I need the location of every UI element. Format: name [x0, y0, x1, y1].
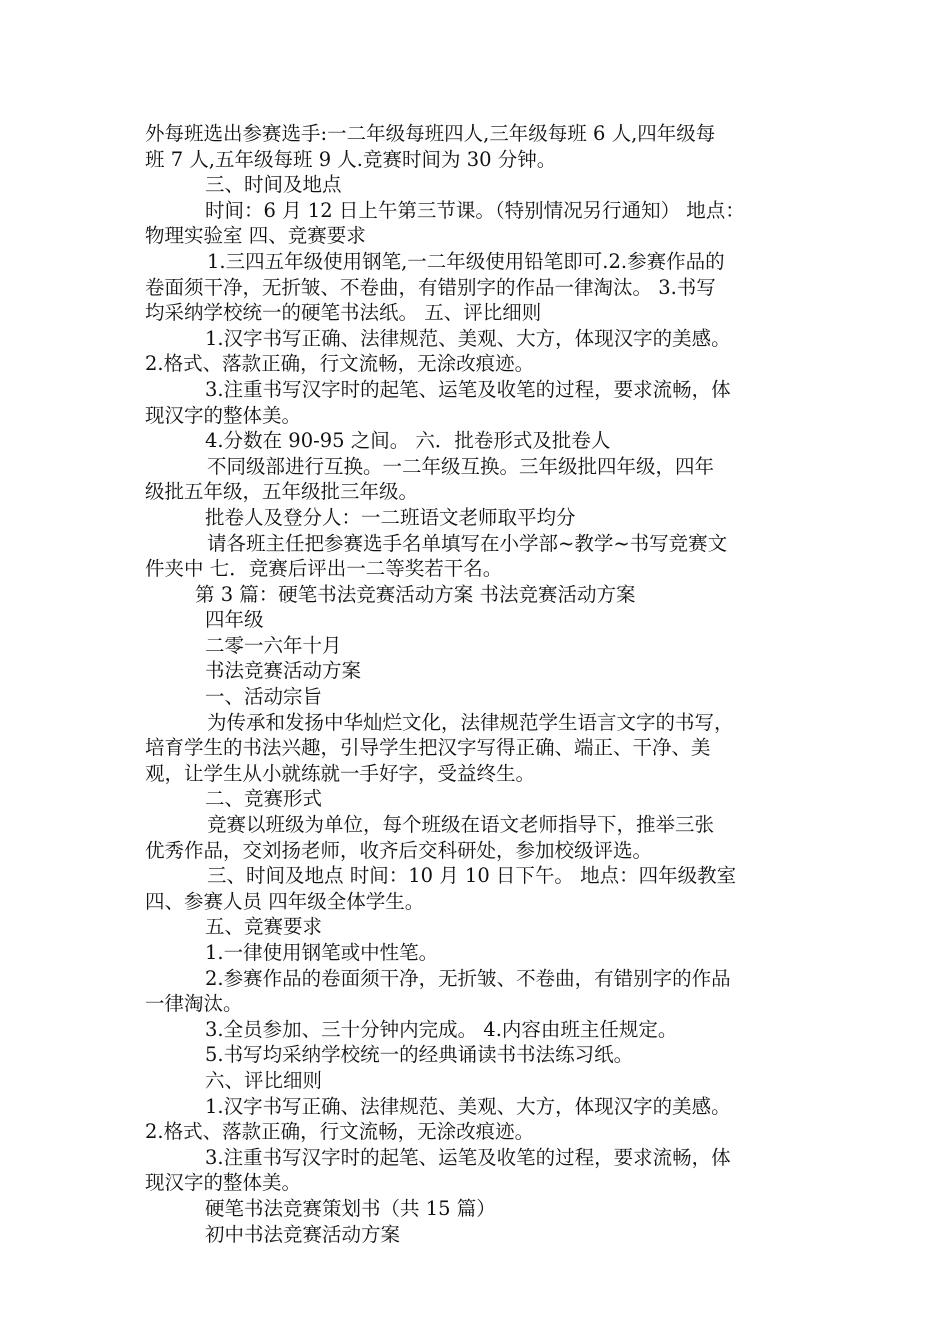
text-line: 3.全员参加、三十分钟内完成。 4.内容由班主任规定。 [205, 1017, 678, 1041]
text-line: 5.书写均采纳学校统一的经典诵读书书法练习纸。 [205, 1043, 634, 1067]
text-line: 二零一六年十月 [205, 633, 342, 657]
text-line: 2.格式、落款正确，行文流畅，无涂改痕迹。 [145, 1120, 535, 1144]
text-line: 2.格式、落款正确，行文流畅，无涂改痕迹。 [145, 352, 535, 376]
text-line: 观，让学生从小就练就一手好字，受益终生。 [145, 761, 536, 785]
text-line: 1.一律使用钢笔或中性笔。 [205, 941, 439, 964]
text-line: 硬笔书法竞赛策划书（共 15 篇） [205, 1196, 496, 1220]
text-line: 一律淘汰。 [145, 992, 243, 1016]
text-line: 2.参赛作品的卷面须干净，无折皱、不卷曲，有错别字的作品 [205, 966, 731, 990]
text-line: 不同级部进行互换。一二年级互换。三年级批四年级，四年 [207, 454, 715, 478]
text-line: 四年级 [205, 608, 264, 632]
text-line: 3.注重书写汉字时的起笔、运笔及收笔的过程，要求流畅，体 [205, 1145, 731, 1169]
text-line: 外每班选出参赛选手:一二年级每班四人,三年级每班 6 人,四年级每 [145, 122, 716, 145]
text-line: 竞赛以班级为单位，每个班级在语文老师指导下，推举三张 [207, 813, 715, 837]
text-line: 第 3 篇：硬笔书法竞赛活动方案 书法竞赛活动方案 [195, 582, 636, 606]
text-line: 优秀作品，交刘扬老师，收齐后交科研处，参加校级评选。 [145, 838, 653, 862]
text-line: 四、参赛人员 四年级全体学生。 [145, 889, 425, 913]
text-line: 现汉字的整体美。 [145, 403, 302, 427]
text-line: 件夹中 七．竞赛后评出一二等奖若干名。 [145, 557, 503, 581]
text-line: 1.三四五年级使用钢笔,一二年级使用铅笔即可.2.参赛作品的 [207, 249, 725, 273]
text-line: 为传承和发扬中华灿烂文化，法律规范学生语言文字的书写， [207, 710, 734, 734]
text-line: 级批五年级，五年级批三年级。 [145, 480, 419, 504]
text-line: 均采纳学校统一的硬笔书法纸。 五、评比细则 [145, 301, 542, 325]
text-line: 1.汉字书写正确、法律规范、美观、大方，体现汉字的美感。 [205, 326, 731, 350]
text-line: 卷面须干净，无折皱、不卷曲，有错别字的作品一律淘汰。 3.书写 [145, 275, 716, 299]
text-line: 三、时间及地点 时间：10 月 10 日下午。 地点：四年级教室 [207, 864, 737, 888]
text-line: 1.汉字书写正确、法律规范、美观、大方，体现汉字的美感。 [205, 1094, 731, 1118]
text-line: 五、竞赛要求 [205, 915, 323, 939]
text-line: 批卷人及登分人：一二班语文老师取平均分 [205, 505, 576, 529]
text-line: 3.注重书写汉字时的起笔、运笔及收笔的过程，要求流畅，体 [205, 377, 731, 401]
text-line: 二、竞赛形式 [205, 787, 323, 811]
text-line: 书法竞赛活动方案 [205, 659, 362, 683]
document-body [145, 121, 815, 1247]
text-line: 一、活动宗旨 [205, 685, 323, 709]
text-line: 4.分数在 90-95 之间。 六．批卷形式及批卷人 [205, 429, 611, 453]
text-line: 请各班主任把参赛选手名单填写在小学部~教学~书写竞赛文 [207, 531, 728, 555]
text-line: 六、评比细则 [205, 1068, 323, 1092]
text-line: 现汉字的整体美。 [145, 1171, 302, 1195]
text-line: 三、时间及地点 [205, 173, 342, 197]
text-line: 初中书法竞赛活动方案 [205, 1222, 401, 1246]
text-line: 物理实验室 四、竞赛要求 [145, 224, 366, 248]
text-line: 时间：6 月 12 日上午第三节课。（特别情况另行通知） 地点： [205, 198, 745, 222]
text-line: 培育学生的书法兴趣，引导学生把汉字写得正确、端正、干净、美 [145, 736, 711, 760]
text-line: 班 7 人,五年级每班 9 人.竞赛时间为 30 分钟。 [145, 147, 557, 171]
